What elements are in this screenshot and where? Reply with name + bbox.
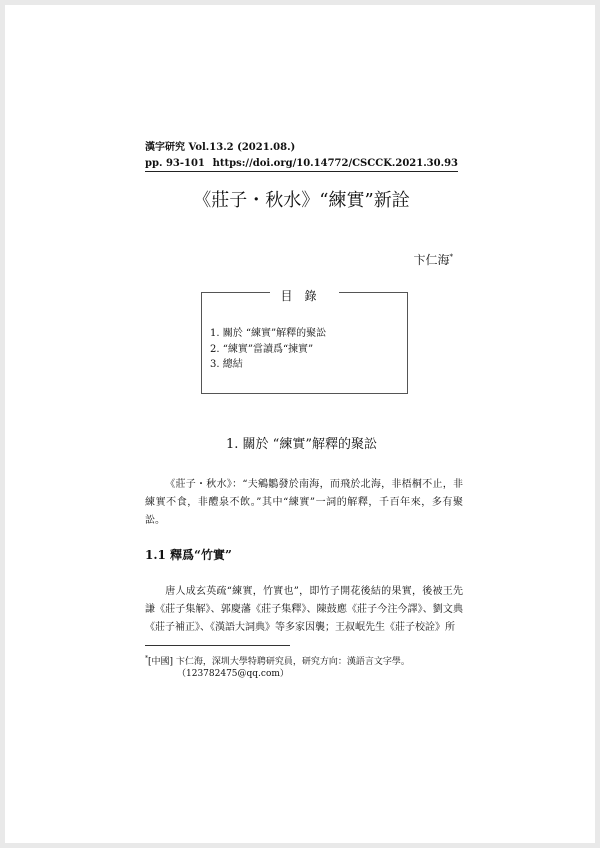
toc-list <box>210 326 326 373</box>
toc-item: 2. “練實”當讀爲“揀實” <box>210 343 314 355</box>
author-name: 卞仁海 <box>413 253 450 267</box>
toc-item: 1. 關於 “練實”解釋的聚訟 <box>210 328 327 339</box>
body-paragraph <box>145 476 463 530</box>
footnote-text: [中國] 卞仁海，深圳大學特聘研究員，研究方向：漢語言文字學。 <box>148 657 410 667</box>
subsection-heading: 1.1 釋爲“竹實” <box>145 548 232 562</box>
footnote-divider <box>145 645 290 646</box>
author-footnote-mark: * <box>449 253 453 261</box>
doi-link[interactable]: https://doi.org/10.14772/CSCCK.2021.30.93 <box>212 158 458 169</box>
toc-item: 3. 總結 <box>210 359 243 370</box>
footnote <box>145 653 410 668</box>
paragraph-text: 唐人成玄英疏“練實，竹實也”，即竹子開花後結的果實，後被王先謙《莊子集解》、郭慶藩《莊子集釋》、陳鼓應《莊子今注今譯》、劉文典《莊子補正》、《漢語大詞典》等多家因襲；王叔岷先生《莊子校詮》所 <box>145 586 463 633</box>
toc-heading-wrap <box>202 285 407 304</box>
table-of-contents <box>201 289 408 394</box>
paper-page <box>5 5 595 843</box>
header-divider <box>145 171 458 172</box>
footnote-mark: * <box>145 655 148 662</box>
body-paragraph <box>145 583 463 637</box>
author-email: （123782475@qq.com） <box>177 669 289 679</box>
author-byline <box>413 250 453 267</box>
journal-header: 漢字研究 Vol.13.2 (2021.08.) <box>145 142 296 153</box>
paragraph-text: 《莊子・秋水》：“夫鵷鶵發於南海，而飛於北海，非梧桐不止，非練實不食，非醴泉不飲。”其中“練實”一詞的解釋，千百年來，多有聚訟。 <box>145 479 463 526</box>
paper-title: 《莊子・秋水》“練實”新詮 <box>193 190 410 211</box>
section-heading: 1. 關於 “練實”解釋的聚訟 <box>226 437 377 452</box>
toc-heading: 目錄 <box>270 289 338 303</box>
page-range: pp. 93-101 <box>145 158 205 169</box>
